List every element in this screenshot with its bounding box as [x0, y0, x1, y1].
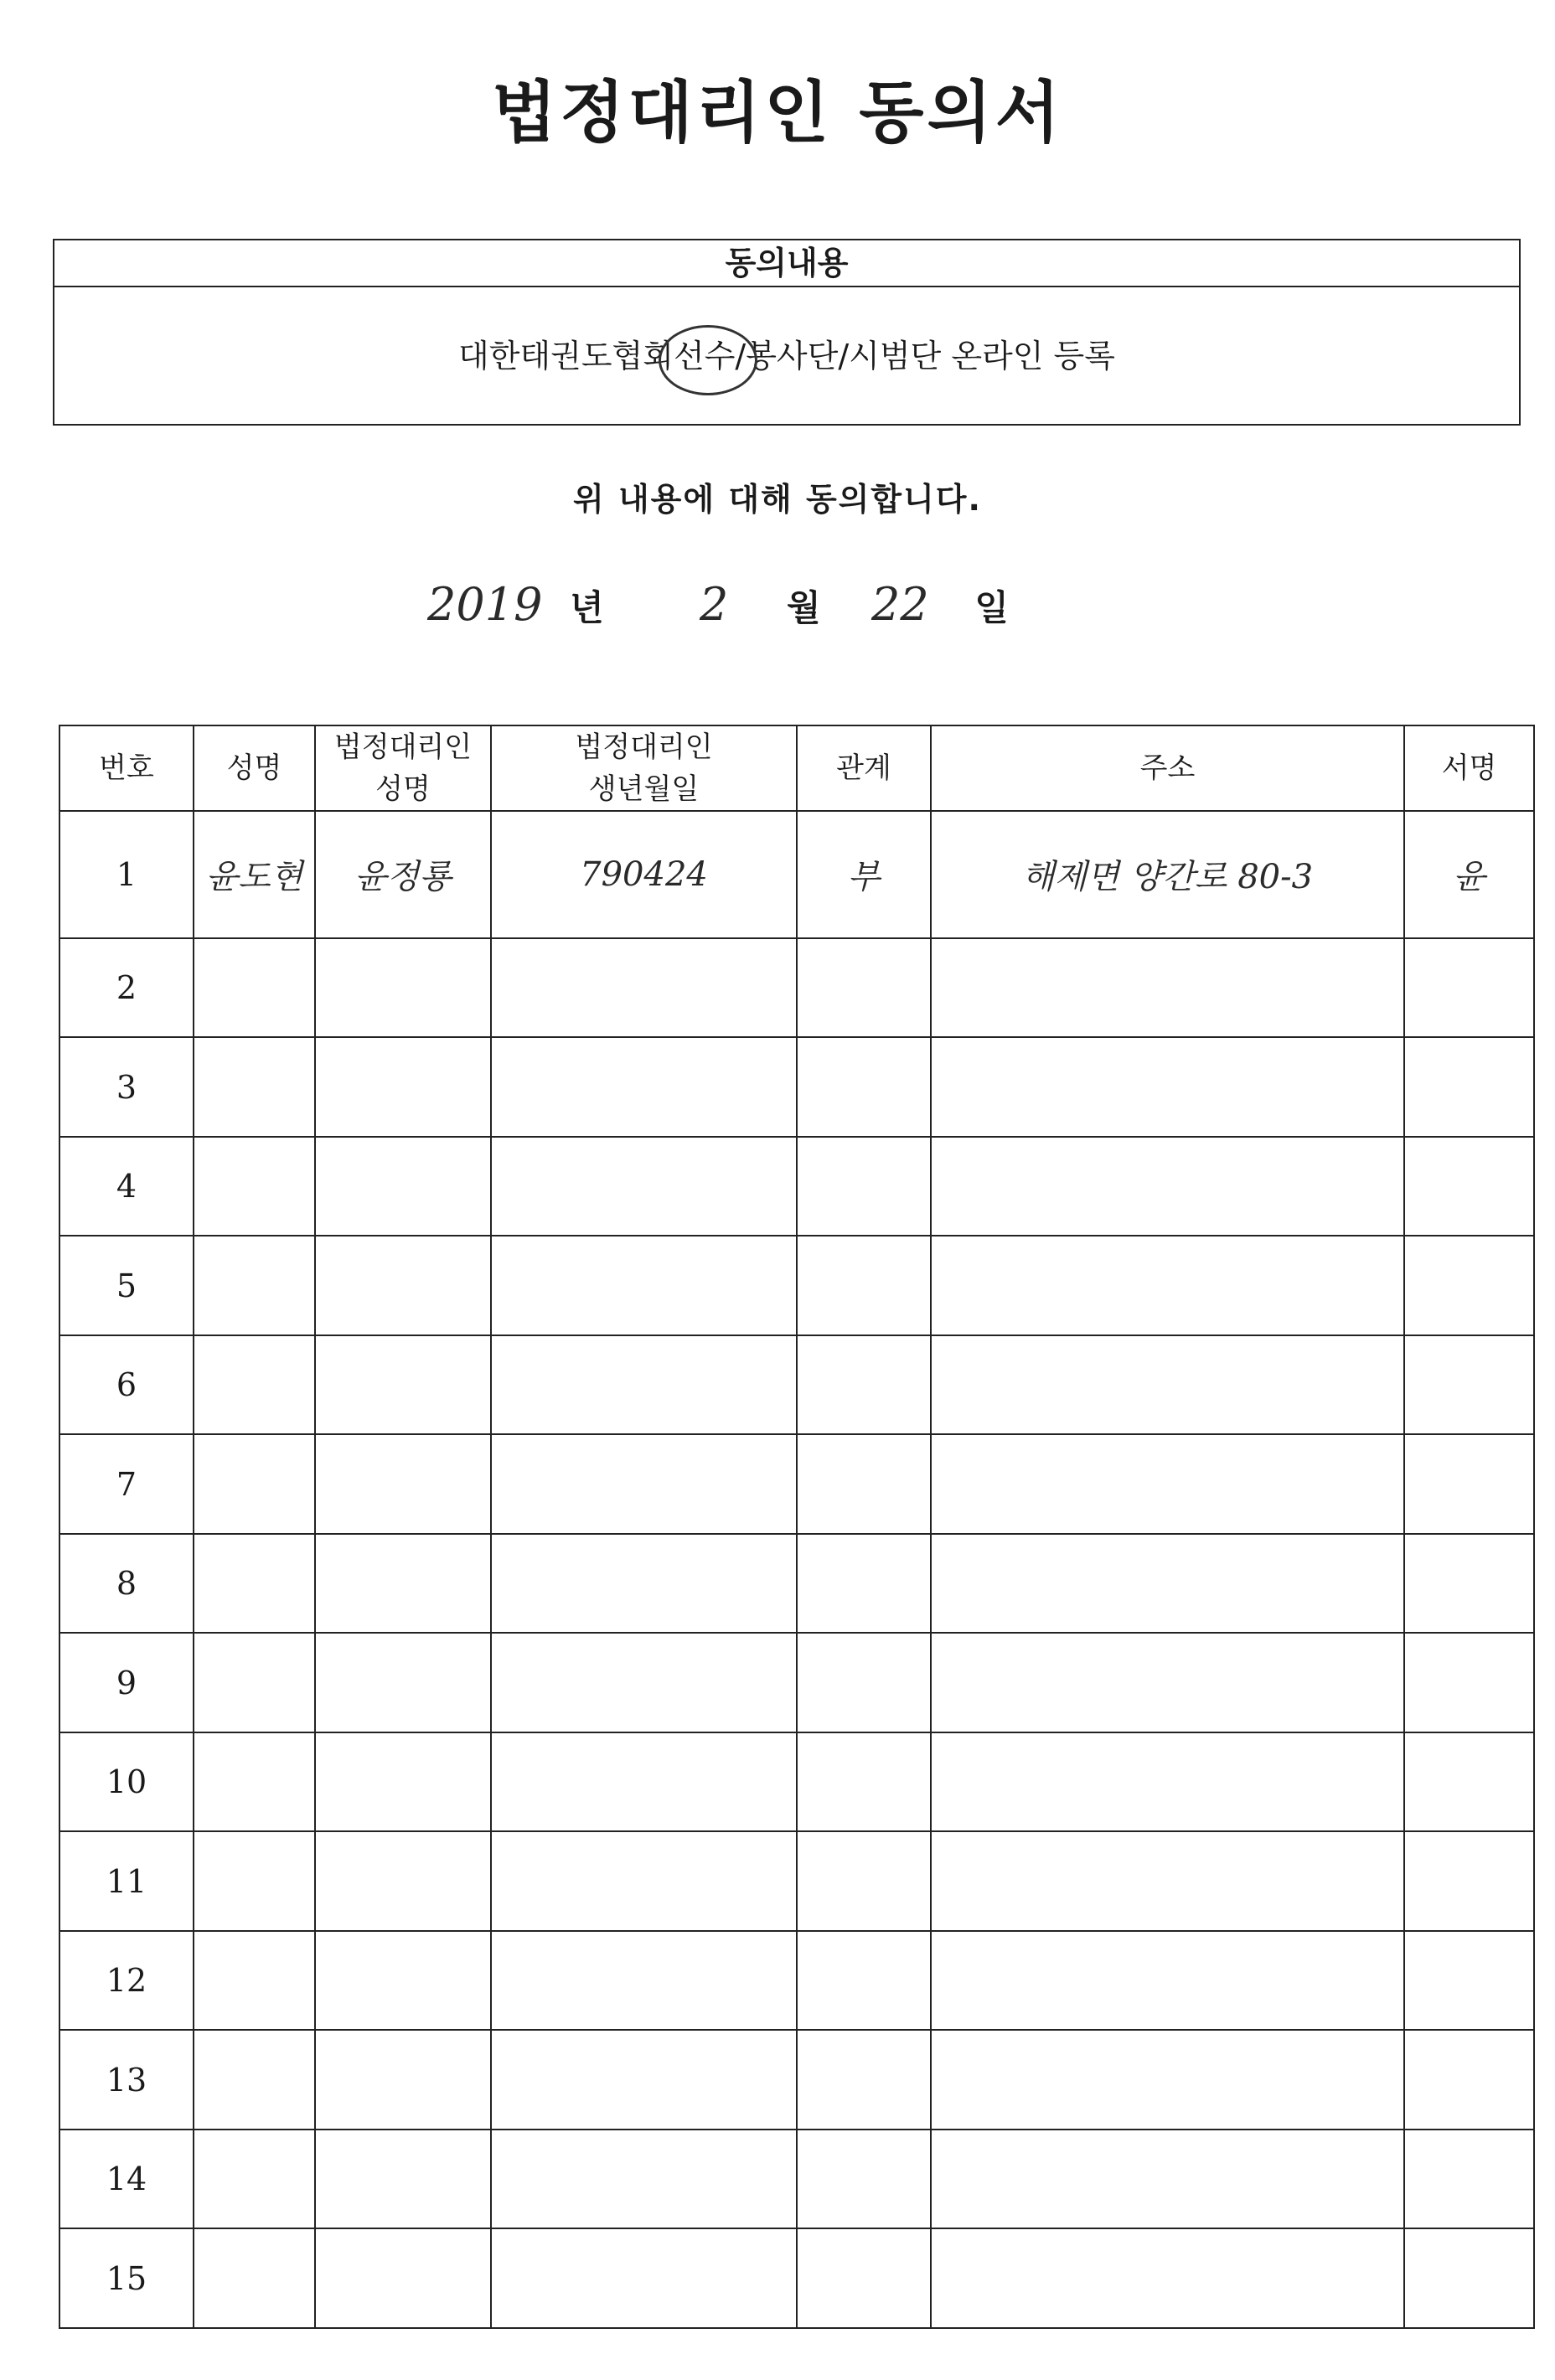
guardian-birthdate-cell [491, 2030, 797, 2130]
guardian-birthdate-cell [491, 1534, 797, 1634]
row-number-cell: 6 [59, 1335, 194, 1435]
guardian-name-cell [315, 1236, 491, 1335]
table-body [59, 811, 1534, 2328]
guardian-name-cell [315, 2130, 491, 2229]
signature-cell [1404, 1831, 1534, 1931]
signature-cell [1404, 1335, 1534, 1435]
student-name-cell [194, 2130, 315, 2229]
address-cell [931, 1831, 1404, 1931]
guardian-name-cell [315, 2228, 491, 2328]
date-year [427, 578, 604, 653]
relation-cell [797, 1534, 931, 1634]
row-number-cell: 2 [59, 938, 194, 1038]
student-name-cell [194, 1434, 315, 1534]
address-cell [931, 1534, 1404, 1634]
guardian-birthdate-cell [491, 1831, 797, 1931]
student-name-cell [194, 1236, 315, 1335]
guardian-name-cell [315, 2030, 491, 2130]
date-day [871, 578, 1009, 653]
relation-cell [797, 1831, 931, 1931]
signature-cell [1404, 1534, 1534, 1634]
row-number-cell: 10 [59, 1732, 194, 1832]
consent-body-circled: 선수 [673, 338, 736, 374]
table-row [59, 1633, 1534, 1732]
relation-cell [797, 2228, 931, 2328]
table-row [59, 1534, 1534, 1634]
row-number-cell: 5 [59, 1236, 194, 1335]
page-title: 법정대리인 동의서 [491, 74, 1064, 152]
student-name-cell [194, 1831, 315, 1931]
col-header-number: 번호 [59, 725, 194, 811]
student-name-cell [194, 1137, 315, 1236]
signature-cell [1404, 1137, 1534, 1236]
table-row [59, 1831, 1534, 1931]
guardian-name-cell [315, 1831, 491, 1931]
address-cell [931, 1335, 1404, 1435]
table-row [59, 1335, 1534, 1435]
row-number-cell: 15 [59, 2228, 194, 2328]
circled-selection [674, 287, 735, 426]
col-header-relation: 관계 [797, 725, 931, 811]
date-month-label: 월 [786, 587, 821, 628]
guardian-birthdate-cell [491, 1434, 797, 1534]
row-number-cell: 12 [59, 1931, 194, 2031]
address-cell [931, 1137, 1404, 1236]
signature-cell [1404, 2130, 1534, 2229]
handwritten-circle-mark [659, 325, 757, 395]
guardian-birthdate-cell: 790424 [491, 811, 797, 938]
student-name-cell [194, 1037, 315, 1137]
student-name-cell [194, 1732, 315, 1832]
row-number-cell: 9 [59, 1633, 194, 1732]
date-year-value: 2019 [427, 578, 543, 631]
date-month [700, 578, 821, 653]
agree-statement: 위 내용에 대해 동의합니다. [573, 481, 982, 518]
col-header-guardian-birth: 법정대리인 생년월일 [491, 725, 797, 811]
row-number-cell: 3 [59, 1037, 194, 1137]
relation-cell [797, 1633, 931, 1732]
col-header-signature: 서명 [1404, 725, 1534, 811]
relation-cell [797, 2130, 931, 2229]
consent-body-prefix: 대한태권도협회 [458, 338, 674, 374]
consent-body [54, 287, 1519, 426]
guardian-birthdate-cell [491, 2228, 797, 2328]
signature-cell [1404, 938, 1534, 1038]
student-name-cell [194, 2030, 315, 2130]
address-cell [931, 1633, 1404, 1732]
col-header-address: 주소 [931, 725, 1404, 811]
guardian-name-cell [315, 1335, 491, 1435]
guardian-birthdate-cell [491, 2130, 797, 2229]
guardian-name-cell [315, 1633, 491, 1732]
table-row [59, 1931, 1534, 2031]
guardian-name-cell [315, 1137, 491, 1236]
table-row [59, 811, 1534, 938]
guardian-name-cell [315, 1931, 491, 2031]
guardian-birthdate-cell [491, 1335, 797, 1435]
table-row [59, 2030, 1534, 2130]
signature-cell [1404, 1732, 1534, 1832]
student-name-cell: 윤도현 [194, 811, 315, 938]
address-cell [931, 2030, 1404, 2130]
table-row [59, 1732, 1534, 1832]
guardian-name-cell [315, 1534, 491, 1634]
date-day-value: 22 [871, 578, 929, 631]
guardian-name-cell [315, 1037, 491, 1137]
student-name-cell [194, 2228, 315, 2328]
relation-cell [797, 1037, 931, 1137]
row-number-cell: 14 [59, 2130, 194, 2229]
consent-signature-table [59, 725, 1535, 2329]
guardian-name-cell [315, 1732, 491, 1832]
signature-cell [1404, 1236, 1534, 1335]
table-header-row [59, 725, 1534, 811]
address-cell [931, 1037, 1404, 1137]
address-cell: 해제면 양간로 80-3 [931, 811, 1404, 938]
address-cell [931, 938, 1404, 1038]
guardian-name-cell: 윤정룡 [315, 811, 491, 938]
table-row [59, 1236, 1534, 1335]
address-cell [931, 1732, 1404, 1832]
signature-cell: 윤 [1404, 811, 1534, 938]
date-day-label: 일 [974, 587, 1009, 628]
student-name-cell [194, 1931, 315, 2031]
address-cell [931, 2228, 1404, 2328]
guardian-name-cell [315, 1434, 491, 1534]
student-name-cell [194, 1534, 315, 1634]
row-number-cell: 11 [59, 1831, 194, 1931]
relation-cell: 부 [797, 811, 931, 938]
relation-cell [797, 1732, 931, 1832]
signature-cell [1404, 1434, 1534, 1534]
col-header-name: 성명 [194, 725, 315, 811]
row-number-cell: 13 [59, 2030, 194, 2130]
date-month-value: 2 [700, 578, 729, 631]
guardian-birthdate-cell [491, 1732, 797, 1832]
row-number-cell: 8 [59, 1534, 194, 1634]
student-name-cell [194, 938, 315, 1038]
relation-cell [797, 1137, 931, 1236]
signature-cell [1404, 1037, 1534, 1137]
row-number-cell: 4 [59, 1137, 194, 1236]
guardian-birthdate-cell [491, 1236, 797, 1335]
guardian-birthdate-cell [491, 1037, 797, 1137]
guardian-birthdate-cell [491, 938, 797, 1038]
student-name-cell [194, 1633, 315, 1732]
student-name-cell [194, 1335, 315, 1435]
relation-cell [797, 1931, 931, 2031]
row-number-cell: 1 [59, 811, 194, 938]
table-row [59, 2228, 1534, 2328]
table-row [59, 938, 1534, 1038]
relation-cell [797, 2030, 931, 2130]
table-row [59, 1434, 1534, 1534]
guardian-name-cell [315, 938, 491, 1038]
signature-cell [1404, 1931, 1534, 2031]
relation-cell [797, 938, 931, 1038]
guardian-birthdate-cell [491, 1633, 797, 1732]
address-cell [931, 1236, 1404, 1335]
col-header-guardian-name: 법정대리인 성명 [315, 725, 491, 811]
signature-cell [1404, 2228, 1534, 2328]
consent-header: 동의내용 [54, 240, 1519, 287]
table-row [59, 2130, 1534, 2229]
relation-cell [797, 1434, 931, 1534]
signature-cell [1404, 1633, 1534, 1732]
guardian-birthdate-cell [491, 1931, 797, 2031]
relation-cell [797, 1236, 931, 1335]
table-row [59, 1037, 1534, 1137]
relation-cell [797, 1335, 931, 1435]
table-row [59, 1137, 1534, 1236]
date-year-label: 년 [570, 587, 604, 628]
guardian-birthdate-cell [491, 1137, 797, 1236]
consent-box [53, 239, 1521, 426]
address-cell [931, 1434, 1404, 1534]
signature-cell [1404, 2030, 1534, 2130]
consent-body-suffix: /봉사단/시범단 온라인 등록 [735, 338, 1115, 374]
address-cell [931, 2130, 1404, 2229]
address-cell [931, 1931, 1404, 2031]
row-number-cell: 7 [59, 1434, 194, 1534]
